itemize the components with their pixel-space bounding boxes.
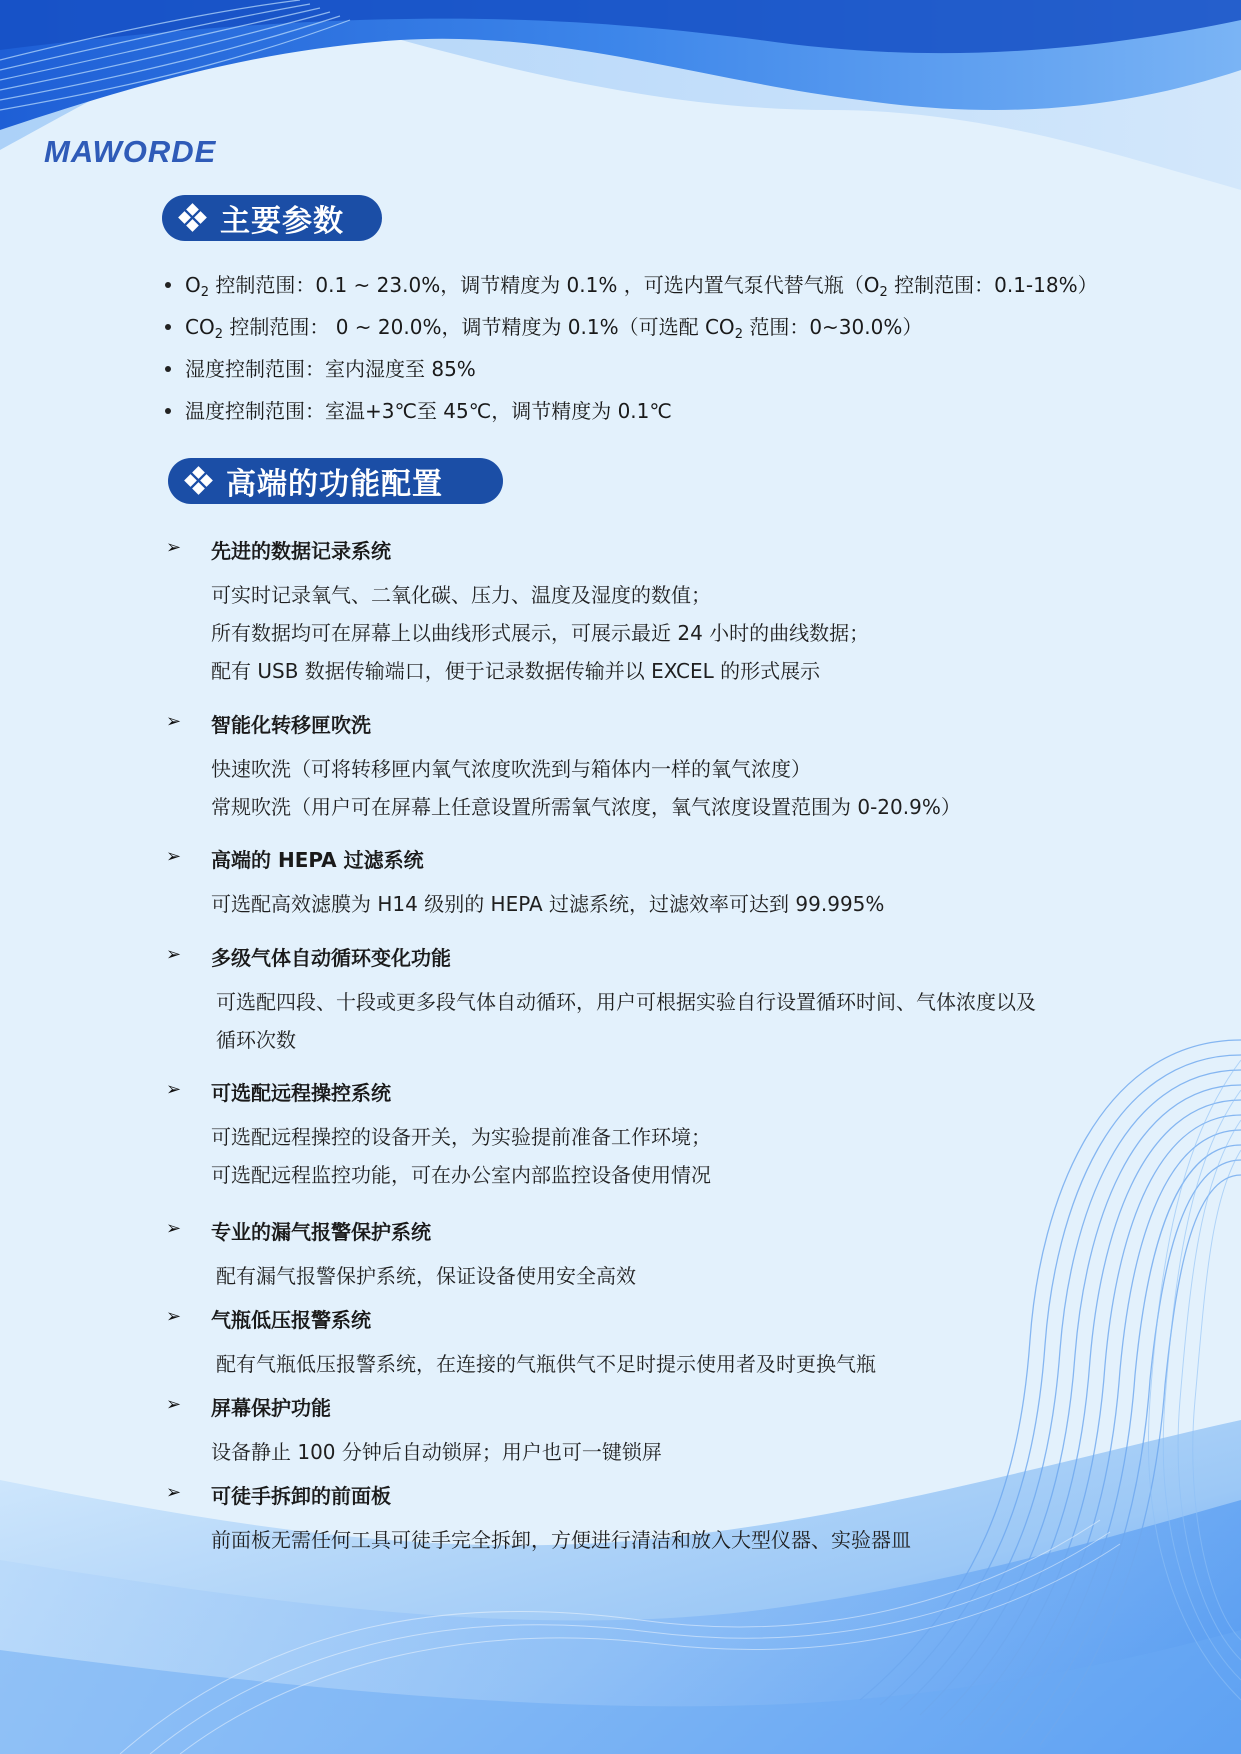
- section-title: 高端的功能配置: [226, 467, 443, 502]
- section-title: 主要参数: [220, 204, 344, 239]
- arrow-bullet-icon: ➢: [166, 537, 182, 558]
- arrow-bullet-icon: ➢: [166, 1482, 182, 1503]
- arrow-bullet-icon: ➢: [166, 944, 182, 965]
- feature-line: 可选配四段、十段或更多段气体自动循环，用户可根据实验自行设置循环时间、气体浓度以及: [216, 990, 1036, 1014]
- feature-line: 循环次数: [216, 1028, 296, 1052]
- feature-title: 高端的 HEPA 过滤系统: [211, 848, 424, 872]
- brand-logo: MAWORDE: [44, 134, 217, 169]
- diamond-cluster-icon: [180, 205, 206, 231]
- bullet-dot-icon: [165, 408, 171, 414]
- feature-line: 前面板无需任何工具可徒手完全拆卸，方便进行清洁和放入大型仪器、实验器皿: [211, 1528, 911, 1552]
- list-item: 湿度控制范围：室内湿度至 85%: [185, 356, 476, 382]
- feature-line: 所有数据均可在屏幕上以曲线形式展示，可展示最近 24 小时的曲线数据；: [211, 621, 870, 645]
- feature-line: 可选配高效滤膜为 H14 级别的 HEPA 过滤系统，过滤效率可达到 99.995%: [211, 892, 885, 916]
- feature-line: 快速吹洗（可将转移匣内氧气浓度吹洗到与箱体内一样的氧气浓度）: [211, 757, 811, 781]
- diamond-cluster-icon: [186, 468, 212, 494]
- list-item: 温度控制范围：室温+3℃至 45℃，调节精度为 0.1℃: [185, 398, 672, 424]
- section-header-features: [168, 458, 503, 504]
- arrow-bullet-icon: ➢: [166, 711, 182, 732]
- feature-title: 先进的数据记录系统: [211, 539, 391, 563]
- feature-title: 屏幕保护功能: [211, 1396, 331, 1420]
- feature-line: 常规吹洗（用户可在屏幕上任意设置所需氧气浓度，氧气浓度设置范围为 0-20.9%）: [211, 795, 961, 819]
- feature-line: 可选配远程监控功能，可在办公室内部监控设备使用情况: [211, 1163, 711, 1187]
- arrow-bullet-icon: ➢: [166, 1218, 182, 1239]
- feature-title: 可徒手拆卸的前面板: [211, 1484, 391, 1508]
- feature-line: 可选配远程操控的设备开关，为实验提前准备工作环境；: [211, 1125, 711, 1149]
- feature-title: 专业的漏气报警保护系统: [211, 1220, 431, 1244]
- feature-title: 气瓶低压报警系统: [211, 1308, 371, 1332]
- feature-line: 配有漏气报警保护系统，保证设备使用安全高效: [216, 1264, 636, 1288]
- bullet-dot-icon: [165, 282, 171, 288]
- list-item: $CO_2$ 控制范围： 0 ~ 20.0%，调节精度为 0.1%（可选配 $CO_2$ 范围：0~30.0%）: [185, 314, 922, 344]
- bullet-dot-icon: [165, 324, 171, 330]
- list-item: $O_2$ 控制范围：0.1 ~ 23.0%，调节精度为 0.1% ，可选内置气泵代替气瓶（$O_2$ 控制范围：0.1-18%）: [185, 272, 1098, 302]
- feature-title: 可选配远程操控系统: [211, 1081, 391, 1105]
- arrow-bullet-icon: ➢: [166, 1306, 182, 1327]
- arrow-bullet-icon: ➢: [166, 846, 182, 867]
- feature-line: 配有 USB 数据传输端口，便于记录数据传输并以 EXCEL 的形式展示: [211, 659, 821, 683]
- feature-title: 智能化转移匣吹洗: [211, 713, 371, 737]
- arrow-bullet-icon: ➢: [166, 1079, 182, 1100]
- arrow-bullet-icon: ➢: [166, 1394, 182, 1415]
- section-header-params: [162, 195, 382, 241]
- feature-line: 配有气瓶低压报警系统，在连接的气瓶供气不足时提示使用者及时更换气瓶: [216, 1352, 876, 1376]
- feature-line: 可实时记录氧气、二氧化碳、压力、温度及湿度的数值；: [211, 583, 711, 607]
- feature-line: 设备静止 100 分钟后自动锁屏；用户也可一键锁屏: [211, 1440, 662, 1464]
- bullet-dot-icon: [165, 366, 171, 372]
- feature-title: 多级气体自动循环变化功能: [211, 946, 451, 970]
